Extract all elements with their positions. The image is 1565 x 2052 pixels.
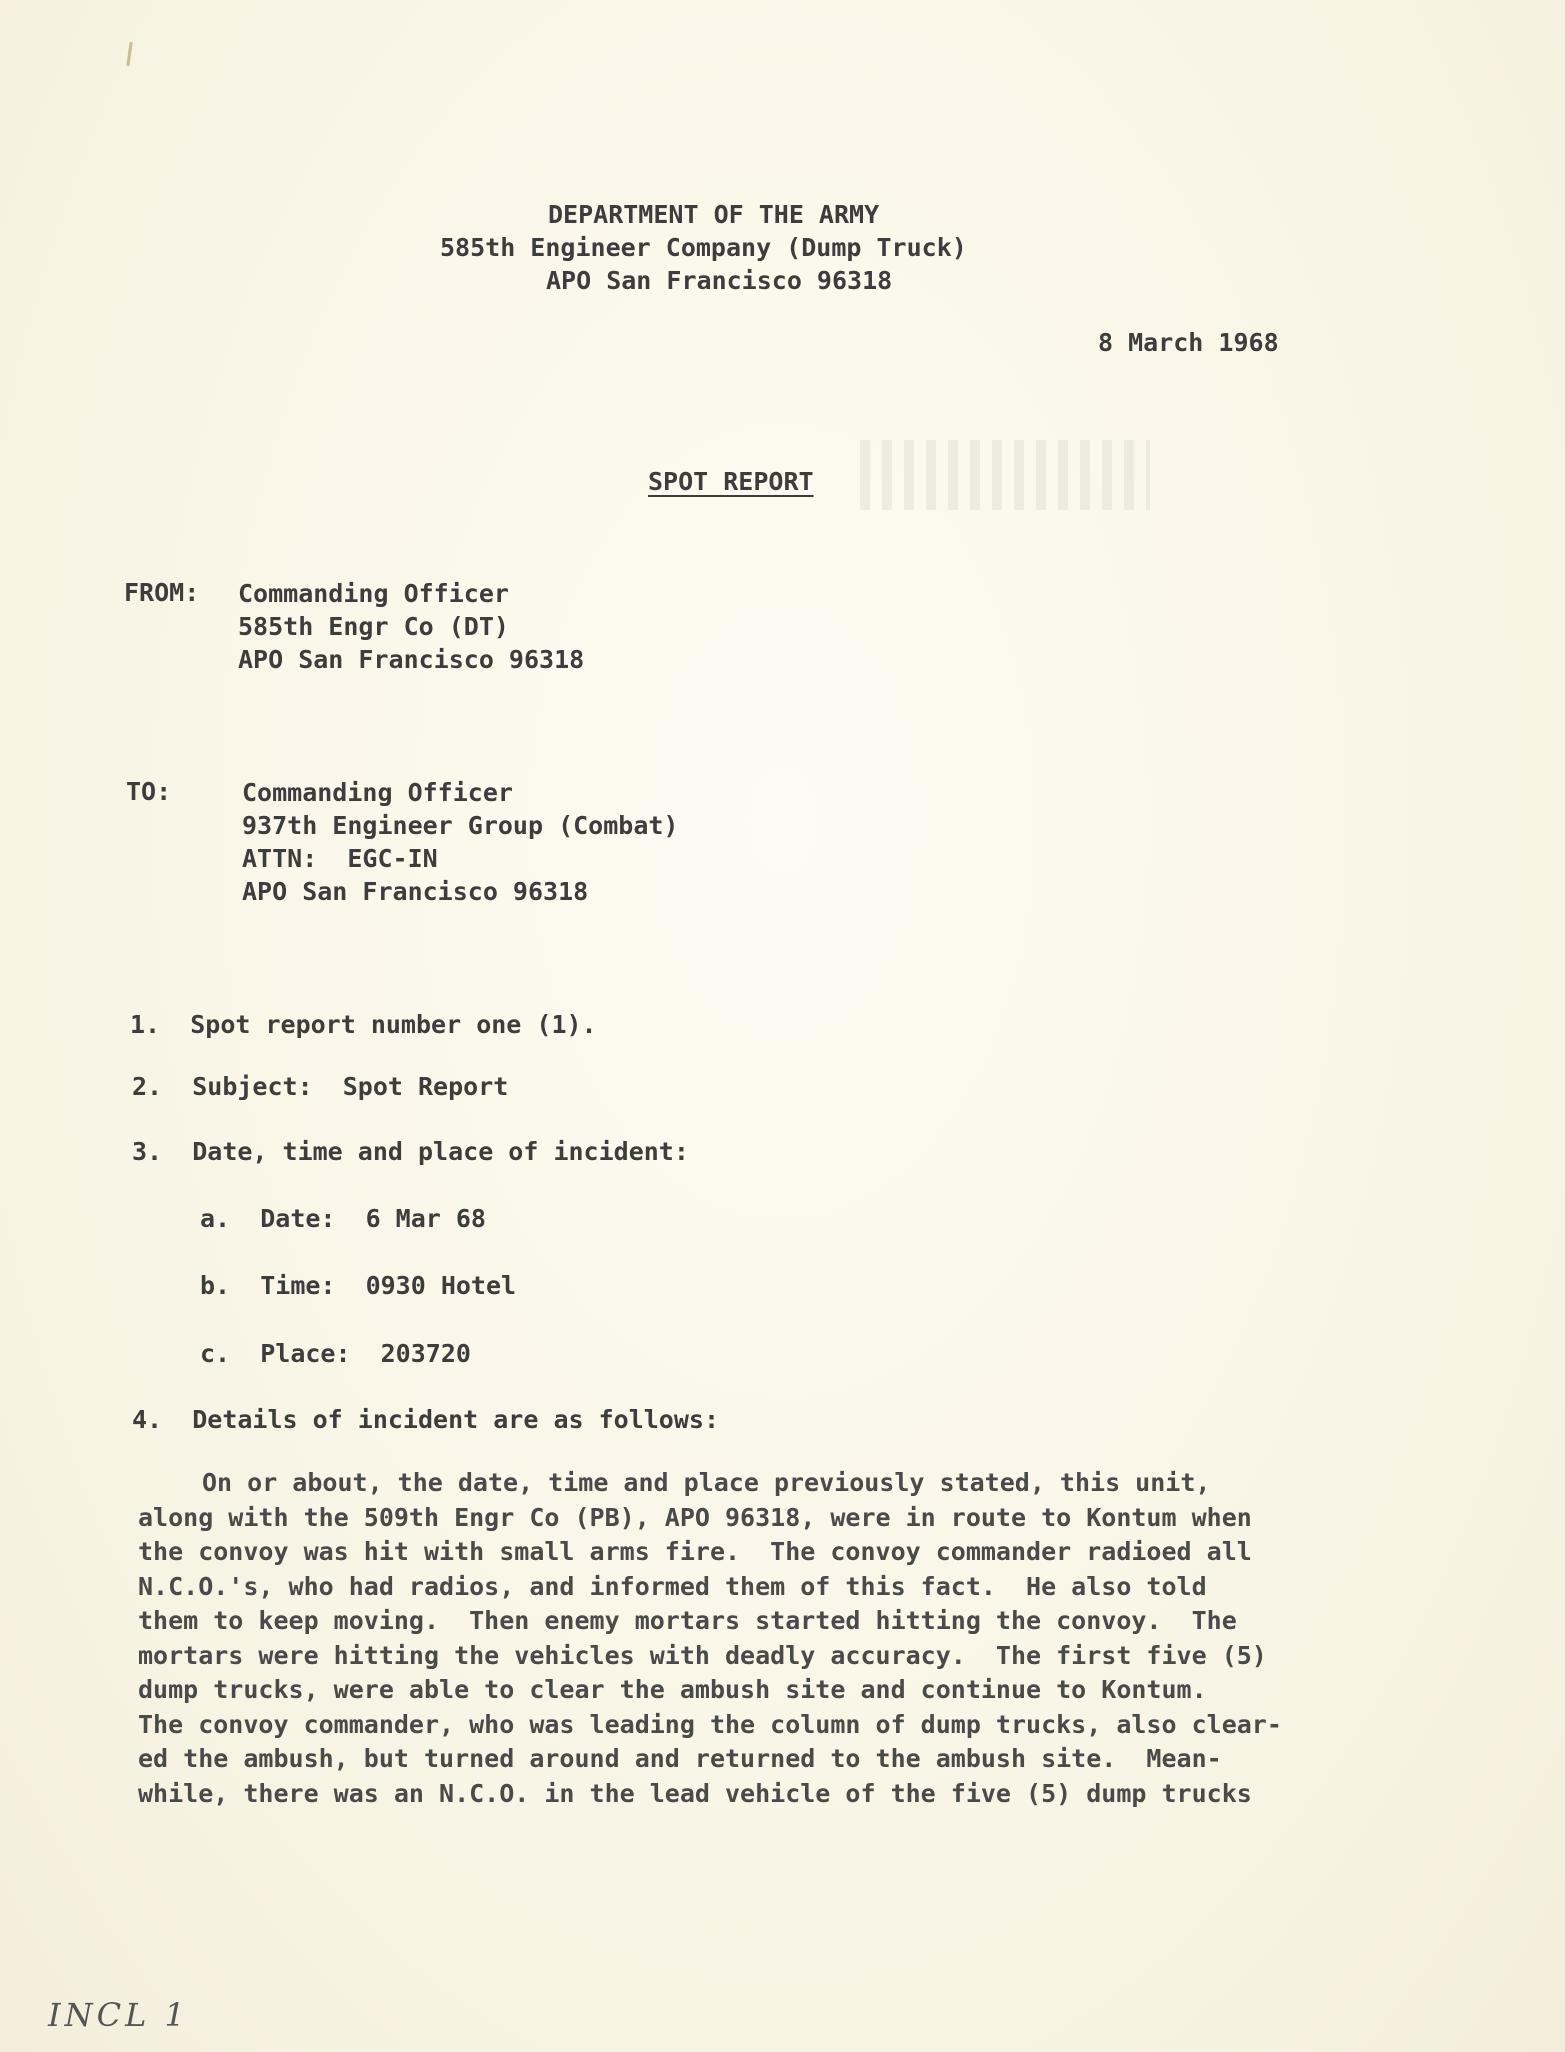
sub-item-letter: a.: [200, 1204, 231, 1233]
letterhead-line-1: DEPARTMENT OF THE ARMY: [548, 200, 880, 229]
sub-item-c: [200, 1338, 471, 1370]
sub-item-letter: b.: [200, 1271, 231, 1300]
paragraph-line: dump trucks, were able to clear the ambush site and continue to Kontum.: [138, 1675, 1207, 1704]
item-number: 1.: [130, 1010, 161, 1039]
item-text: Spot report number one (1).: [190, 1010, 597, 1039]
paragraph-line: them to keep moving. Then enemy mortars started hitting the convoy. The: [138, 1606, 1237, 1635]
incident-details-paragraph: [138, 1466, 1418, 1811]
sub-item-letter: c.: [200, 1339, 231, 1368]
from-line: APO San Francisco 96318: [238, 645, 585, 674]
item-number: 3.: [132, 1137, 163, 1166]
from-label: FROM:: [124, 578, 200, 607]
to-line: 937th Engineer Group (Combat): [242, 811, 679, 840]
document-title: SPOT REPORT: [648, 467, 814, 496]
item-4: [132, 1404, 719, 1436]
paragraph-line: the convoy was hit with small arms fire. The convoy commander radioed all: [138, 1537, 1252, 1566]
to-label: TO:: [126, 777, 172, 806]
corner-mark: [126, 42, 132, 66]
handwritten-inclosure-note: INCL 1: [48, 1996, 189, 2034]
paragraph-line: while, there was an N.C.O. in the lead vehicle of the five (5) dump trucks: [138, 1778, 1252, 1808]
sub-item-text: Date: 6 Mar 68: [260, 1204, 486, 1233]
from-address: [238, 577, 584, 676]
to-address: [242, 776, 679, 908]
item-1: [130, 1009, 597, 1041]
paragraph-line: along with the 509th Engr Co (PB), APO 96318, were in route to Kontum when: [138, 1502, 1252, 1532]
letterhead-line-3: APO San Francisco 96318: [546, 266, 893, 295]
to-line: Commanding Officer: [242, 778, 513, 807]
item-text: Subject: Spot Report: [192, 1072, 509, 1101]
to-line: APO San Francisco 96318: [242, 877, 589, 906]
letterhead-line-2: 585th Engineer Company (Dump Truck): [440, 233, 967, 262]
item-number: 2.: [132, 1072, 163, 1101]
item-number: 4.: [132, 1405, 163, 1434]
item-2: [132, 1071, 508, 1103]
document-date: 8 March 1968: [1098, 328, 1279, 357]
from-line: 585th Engr Co (DT): [238, 612, 509, 641]
paragraph-line: N.C.O.'s, who had radios, and informed them of this fact. He also told: [138, 1571, 1207, 1601]
paragraph-line: mortars were hitting the vehicles with deadly accuracy. The first five (5): [138, 1640, 1267, 1670]
sub-item-b: [200, 1270, 516, 1302]
sub-item-text: Place: 203720: [260, 1339, 471, 1368]
sub-item-a: [200, 1203, 486, 1235]
paragraph-line: On or about, the date, time and place previously stated, this unit,: [202, 1468, 1211, 1497]
letterhead: [440, 198, 1040, 297]
paragraph-line: ed the ambush, but turned around and returned to the ambush site. Mean-: [138, 1744, 1222, 1773]
item-text: Date, time and place of incident:: [192, 1137, 689, 1166]
from-line: Commanding Officer: [238, 579, 509, 608]
faint-bleedthrough: [860, 440, 1150, 510]
item-3: [132, 1136, 689, 1168]
to-line: ATTN: EGC-IN: [242, 844, 438, 873]
sub-item-text: Time: 0930 Hotel: [260, 1271, 517, 1300]
paragraph-line: The convoy commander, who was leading the column of dump trucks, also clear-: [138, 1709, 1282, 1739]
item-text: Details of incident are as follows:: [192, 1405, 720, 1434]
